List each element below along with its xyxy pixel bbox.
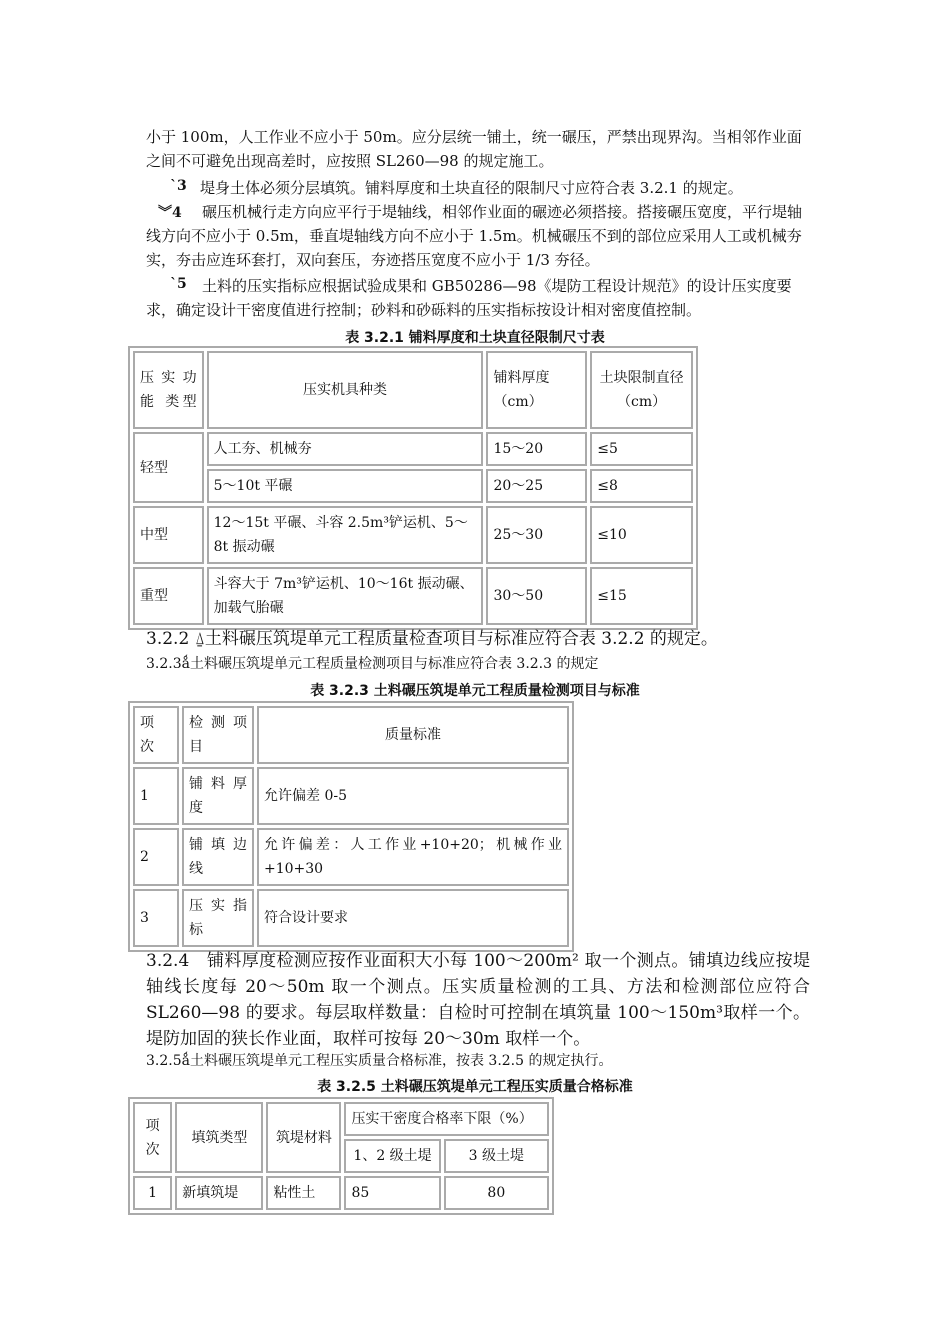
row-material: 粘性土 <box>266 1176 341 1210</box>
row-standard: 允许偏差：人工作业+10+20；机械作业+10+30 <box>257 828 569 886</box>
section-3-2-4: 3.2.4 铺料厚度检测应按作业面积大小每 100～200m² 取一个测点。铺填边线应按堤轴线长度每 20～50m 取一个测点。压实质量检测的工具、方法和检测部位应符合 SL260—98 的要求。每层取样数量：自检时可控制在填筑量 100～150m³取样一个。堤防加固的狭长作业面，取样可按每 20～30m 取样一个。 <box>146 951 810 1049</box>
row-standard: 允许偏差 0-5 <box>257 767 569 825</box>
row-thickness: 25～30 <box>486 506 587 564</box>
row-no: 1 <box>133 767 179 825</box>
section-3-2-2: 3.2.2 ⍙土料碾压筑堤单元工程质量检查项目与标准应符合表 3.2.2 的规定。 <box>146 629 718 649</box>
row-type-light: 轻型 <box>133 432 204 503</box>
clause-bullet-3: `3 <box>170 178 187 194</box>
header-item-no: 项 次 <box>133 1102 172 1173</box>
row-machine: 人工夯、机械夯 <box>207 432 484 466</box>
row-grade-1-2: 85 <box>344 1176 440 1210</box>
header-pass-rate: 压实干密度合格率下限（%） <box>344 1102 549 1136</box>
row-item: 压 实 指 标 <box>182 889 254 947</box>
header-dike-material: 筑堤材料 <box>266 1102 341 1173</box>
row-diameter: ≤15 <box>590 567 693 625</box>
header-quality-standard: 质量标准 <box>257 706 569 764</box>
row-no: 2 <box>133 828 179 886</box>
header-compaction-type: 压 实 功 能 类型 <box>133 351 204 429</box>
row-no: 3 <box>133 889 179 947</box>
table-3-2-5-caption: 表 3.2.5 土料碾压筑堤单元工程压实质量合格标准 <box>317 1079 633 1095</box>
row-thickness: 30～50 <box>486 567 587 625</box>
row-type-medium: 中型 <box>133 506 204 564</box>
row-item: 铺 料 厚 度 <box>182 767 254 825</box>
row-type-heavy: 重型 <box>133 567 204 625</box>
clause-bullet-5: `5 <box>170 276 187 292</box>
row-diameter: ≤10 <box>590 506 693 564</box>
row-machine: 5～10t 平碾 <box>207 469 484 503</box>
row-diameter: ≤5 <box>590 432 693 466</box>
clause-5-text: 土料的压实指标应根据试验成果和 GB50286—98《堤防工程设计规范》的设计压实度要求，确定设计干密度值进行控制；砂料和砂砾料的压实指标按设计相对密度值控制。 <box>146 277 792 319</box>
table-3-2-5 <box>128 1097 554 1215</box>
section-3-2-5: 3.2.5ǻ土料碾压筑堤单元工程压实质量合格标准，按表 3.2.5 的规定执行。 <box>146 1053 613 1069</box>
header-clod-diameter: 土块限制直径（cm） <box>590 351 693 429</box>
row-no: 1 <box>133 1176 172 1210</box>
row-diameter: ≤8 <box>590 469 693 503</box>
row-machine: 斗容大于 7m³铲运机、10～16t 振动碾、加载气胎碾 <box>207 567 484 625</box>
row-thickness: 15～20 <box>486 432 587 466</box>
row-thickness: 20～25 <box>486 469 587 503</box>
table-3-2-1 <box>128 346 698 630</box>
header-fill-type: 填筑类型 <box>175 1102 263 1173</box>
row-standard: 符合设计要求 <box>257 889 569 947</box>
row-machine: 12～15t 平碾、斗容 2.5m³铲运机、5～8t 振动碾 <box>207 506 484 564</box>
header-layer-thickness: 铺料厚度（cm） <box>486 351 587 429</box>
header-grade-3: 3 级土堤 <box>444 1139 549 1173</box>
row-grade-3: 80 <box>444 1176 549 1210</box>
clause-3-text: 堤身土体必须分层填筑。铺料厚度和土块直径的限制尺寸应符合表 3.2.1 的规定。 <box>200 179 743 197</box>
table-3-2-3-caption: 表 3.2.3 土料碾压筑堤单元工程质量检测项目与标准 <box>310 683 640 699</box>
header-machine-type: 压实机具种类 <box>207 351 484 429</box>
row-item: 铺 填 边 线 <box>182 828 254 886</box>
row-fill-type: 新填筑堤 <box>175 1176 263 1210</box>
header-test-item: 检 测 项 目 <box>182 706 254 764</box>
header-grade-1-2: 1、2 级土堤 <box>344 1139 440 1173</box>
table-3-2-3 <box>128 701 574 952</box>
intro-paragraph-1: 小于 100m，人工作业不应小于 50m。应分层统一铺土，统一碾压，严禁出现界沟。当相邻作业面之间不可避免出现高差时，应按照 SL260—98 的规定施工。 <box>146 128 802 170</box>
section-3-2-3: 3.2.3ǻ土料碾压筑堤单元工程质量检测项目与标准应符合表 3.2.3 的规定 <box>146 656 599 672</box>
clause-4-text: 碾压机械行走方向应平行于堤轴线，相邻作业面的碾迹必须搭接。搭接碾压宽度，平行堤轴线方向不应小于 0.5m，垂直堤轴线方向不应小于 1.5m。机械碾压不到的部位应采用人工或机械夯实，夯击应连环套打，双向套压，夯迹搭压宽度不应小于 1/3 夯径。 <box>146 203 803 269</box>
header-item-no: 项 次 <box>133 706 179 764</box>
clause-bullet-4: ︾4 <box>158 205 182 221</box>
table-3-2-1-caption: 表 3.2.1 铺料厚度和土块直径限制尺寸表 <box>345 330 605 346</box>
